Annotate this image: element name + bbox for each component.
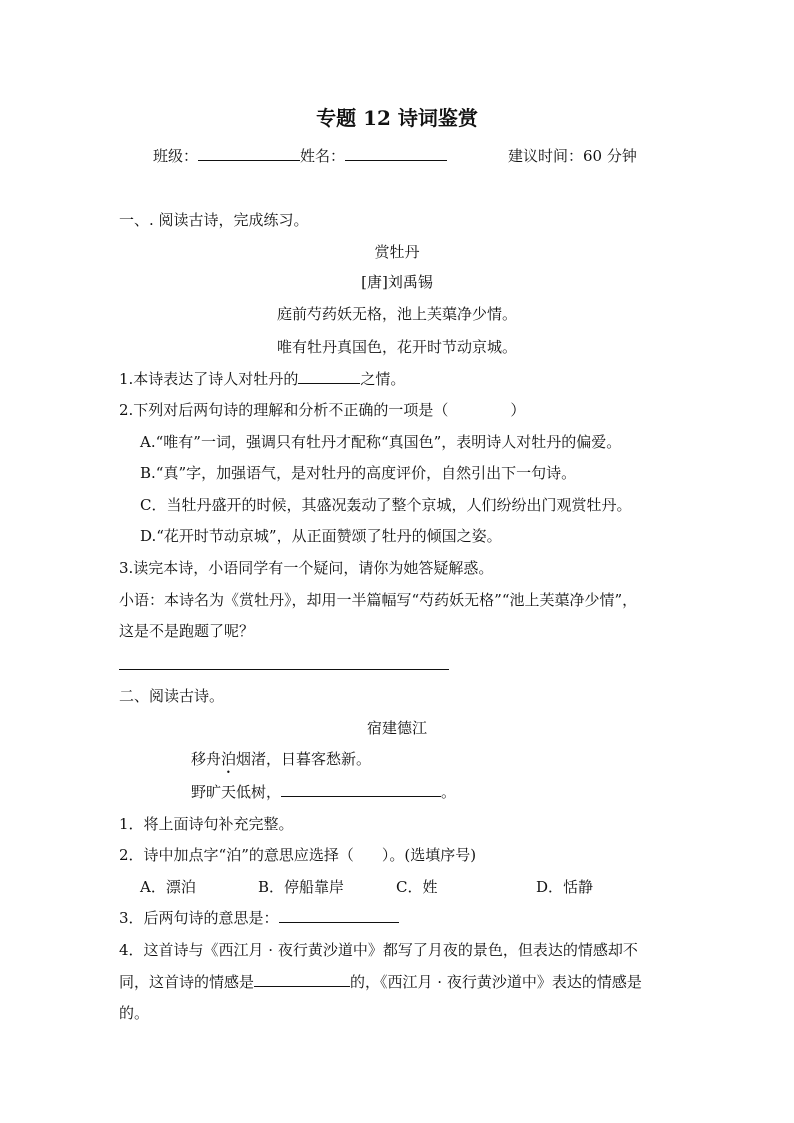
page-title: 专题 12 诗词鉴赏 <box>316 106 478 130</box>
s2-question-1: 1．将上面诗句补充完整。 <box>119 815 294 833</box>
s2-q2-option-d: D．恬静 <box>536 878 594 896</box>
poem2-line2-prefix: 野旷天低树， <box>191 783 282 801</box>
poem2-line1 <box>191 749 371 777</box>
s1-q2-option-b: B.“真”字，加强语气，是对牡丹的高度评价，自然引出下一句诗。 <box>140 464 577 482</box>
s2-q3-text: 3．后两句诗的意思是： <box>119 909 279 927</box>
poem1-line2: 唯有牡丹真国色，花开时节动京城。 <box>276 338 517 356</box>
s1-q3-quote-line2: 这是不是跑题了呢？ <box>119 622 255 640</box>
s2-q2-tail: ）。(选填序号) <box>381 846 477 864</box>
s1-q2-text: 2.下列对后两句诗的理解和分析不正确的一项是（ <box>119 401 449 419</box>
s2-q4-prefix: 同，这首诗的情感是 <box>119 973 255 991</box>
s2-q3-blank[interactable] <box>279 908 399 923</box>
poem2-fill-blank[interactable] <box>281 782 441 797</box>
s1-q3-answer-line[interactable] <box>119 669 449 670</box>
s1-q2-option-c: C．当牡丹盛开的时候，其盛况轰动了整个京城，人们纷纷出门观赏牡丹。 <box>140 496 632 514</box>
s1-q1-prefix: 1.本诗表达了诗人对牡丹的 <box>119 370 299 388</box>
s1-question-3: 3.读完本诗，小语同学有一个疑问，请你为她答疑解惑。 <box>119 559 494 577</box>
s1-q2-option-d: D.“花开时节动京城”，从正面赞颂了牡丹的倾国之姿。 <box>140 527 502 545</box>
s2-q4-suffix: 的，《西江月 · 夜行黄沙道中》表达的情感是 <box>350 973 642 991</box>
s2-q4-blank-1[interactable] <box>254 972 350 987</box>
s1-q1-suffix: 之情。 <box>360 370 406 388</box>
poem2-line2 <box>191 782 456 802</box>
s2-q2-text: 2．诗中加点字“泊”的意思应选择（ <box>119 846 354 864</box>
poem2-line1-post: 烟渚，日暮客愁新。 <box>236 750 372 768</box>
poem2-dotted-char: 泊 <box>221 750 237 768</box>
class-input-line[interactable] <box>198 146 300 161</box>
s1-q2-option-a: A.“唯有”一词，强调只有牡丹才配称“真国色”，表明诗人对牡丹的偏爱。 <box>140 433 622 451</box>
s1-question-1 <box>119 369 405 389</box>
s2-question-2 <box>119 845 476 865</box>
class-label: 班级： <box>153 147 199 165</box>
class-field-row <box>153 146 447 166</box>
s1-q3-quote-line1: 小语：本诗名为《赏牡丹》，却用一半篇幅写“芍药妖无格”“池上芙蕖净少情”， <box>119 591 638 609</box>
s2-q4-line3: 的。 <box>119 1004 150 1022</box>
poem1-title: 赏牡丹 <box>374 243 420 261</box>
name-label: 姓名： <box>300 147 346 165</box>
s1-q2-close: ） <box>510 401 526 419</box>
s1-q1-blank[interactable] <box>298 369 360 384</box>
name-input-line[interactable] <box>345 146 447 161</box>
s2-q2-option-c: C．姓 <box>396 878 438 896</box>
section2-heading: 二、阅读古诗。 <box>119 687 225 705</box>
s1-question-2 <box>119 400 525 420</box>
s2-q4-line1: 4．这首诗与《西江月 · 夜行黄沙道中》都写了月夜的景色，但表达的情感却不 <box>119 941 638 959</box>
poem2-line2-suffix: 。 <box>441 783 457 801</box>
time-label: 建议时间：60 分钟 <box>508 147 637 165</box>
s2-q2-option-a: A．漂泊 <box>140 878 196 896</box>
poem2-title: 宿建德江 <box>366 719 427 737</box>
s2-question-3 <box>119 908 399 928</box>
s2-q4-line2 <box>119 972 642 992</box>
poem1-line1: 庭前芍药妖无格，池上芙蕖净少情。 <box>276 305 517 323</box>
section1-heading: 一、. 阅读古诗，完成练习。 <box>119 211 309 229</box>
poem1-author: [唐]刘禹锡 <box>361 273 433 291</box>
poem2-line1-pre: 移舟 <box>191 750 222 768</box>
s2-q2-option-b: B．停船靠岸 <box>258 878 345 896</box>
